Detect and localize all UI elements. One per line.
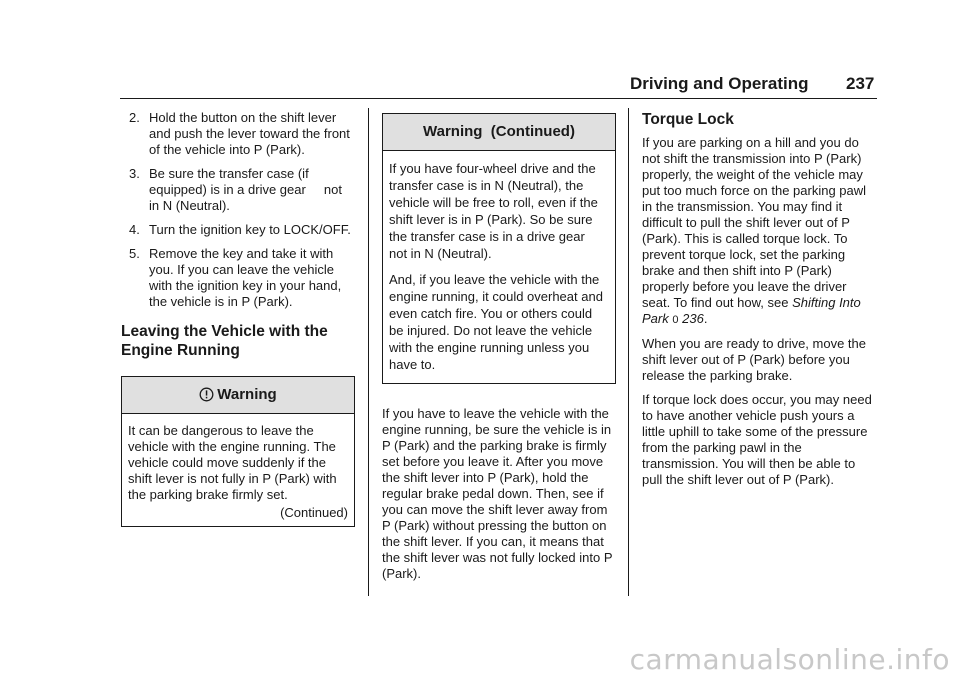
- warning-title: Warning: [217, 386, 277, 403]
- warning-text: If you have four-wheel drive and the transfer case is in N (Neutral), the vehicle will be free to roll, even if the shift lever is in P (Park). So be sure the transfer case is in a drive gear not in N (Neutral).: [389, 161, 602, 261]
- step-item: [129, 166, 355, 214]
- step-item: [129, 110, 355, 158]
- step-item: [129, 246, 355, 310]
- cross-reference-link[interactable]: Shifting Into Park: [642, 295, 861, 326]
- body-paragraph: If torque lock does occur, you may need to have another vehicle push yours a little uphill to take some of the pressure from the parking pawl in the transmission. You will then be able to pull the shift lever out of P (Park).: [642, 392, 872, 487]
- page-ref-number[interactable]: 236: [682, 311, 704, 326]
- column-2: [382, 110, 616, 590]
- watermark: carmanualsonline.info: [629, 643, 950, 676]
- warning-text: And, if you leave the vehicle with the engine running, it could overheat and even catch fire. You or others could be injured. Do not leave the vehicle with the engine running unless you have to.: [389, 272, 603, 372]
- continued-label: (Continued): [280, 505, 348, 520]
- step-number: 2.: [129, 110, 140, 125]
- section-heading: Leaving the Vehicle with the Engine Running: [121, 323, 328, 359]
- header-rule: [120, 98, 877, 99]
- warning-title-bar: [122, 377, 354, 414]
- step-text: Hold the button on the shift lever and push the lever toward the front of the vehicle into P (Park).: [149, 110, 350, 157]
- step-text: Be sure the transfer case (if equipped) is in a drive gear not in N (Neutral).: [149, 166, 346, 213]
- column-1: [121, 110, 355, 541]
- section-title: Driving and Operating: [630, 74, 809, 93]
- step-number: 4.: [129, 222, 140, 237]
- column-3: [642, 110, 876, 496]
- warning-box: [121, 376, 355, 527]
- warning-title: Warning (Continued): [383, 114, 615, 151]
- step-number: 3.: [129, 166, 140, 181]
- step-number: 5.: [129, 246, 140, 261]
- body-paragraph: If you have to leave the vehicle with the engine running, be sure the vehicle is in P (Park) and the parking brake is firmly set before you leave it. After you move the shift lever into P (Park), hold the regular brake pedal down. Then, see if you can move the shift lever away from P (Park) without pressing the button on the shift lever. If you can, it means that the shift lever was not fully locked into P (Park).: [382, 406, 613, 581]
- column-divider: [368, 108, 369, 596]
- step-item: [129, 222, 355, 238]
- column-divider: [628, 108, 629, 596]
- warning-text: It can be dangerous to leave the vehicle with the engine running. The vehicle could move suddenly if the shift lever is not fully in P (Park) with the parking brake firmly set.: [128, 423, 337, 502]
- step-text: Remove the key and take it with you. If you can leave the vehicle with the ignition key in your hand, the vehicle is in P (Park).: [149, 246, 342, 309]
- body-text-end: .: [703, 311, 708, 326]
- warning-box-continued: [382, 113, 616, 384]
- body-paragraph: [642, 135, 876, 328]
- body-paragraph: When you are ready to drive, move the shift lever out of P (Park) before you release the parking brake.: [642, 336, 867, 383]
- body-text: If you are parking on a hill and you do not shift the transmission into P (Park) properly, the weight of the vehicle may put too much force on the parking pawl in the transmission. You may find it difficult to pull the shift lever out of P (Park). This is called torque lock. To prevent torque lock, set the parking brake and then shift into P (Park) properly before you leave the driver seat. To find out how, see: [642, 135, 867, 310]
- page-ref-symbol: 0: [672, 314, 679, 326]
- page-number: 237: [846, 74, 875, 93]
- warning-body: [383, 151, 615, 383]
- warning-icon: [199, 380, 214, 416]
- step-text: Turn the ignition key to LOCK/OFF.: [149, 222, 351, 237]
- section-heading: Torque Lock: [642, 111, 734, 128]
- warning-body: [122, 414, 354, 526]
